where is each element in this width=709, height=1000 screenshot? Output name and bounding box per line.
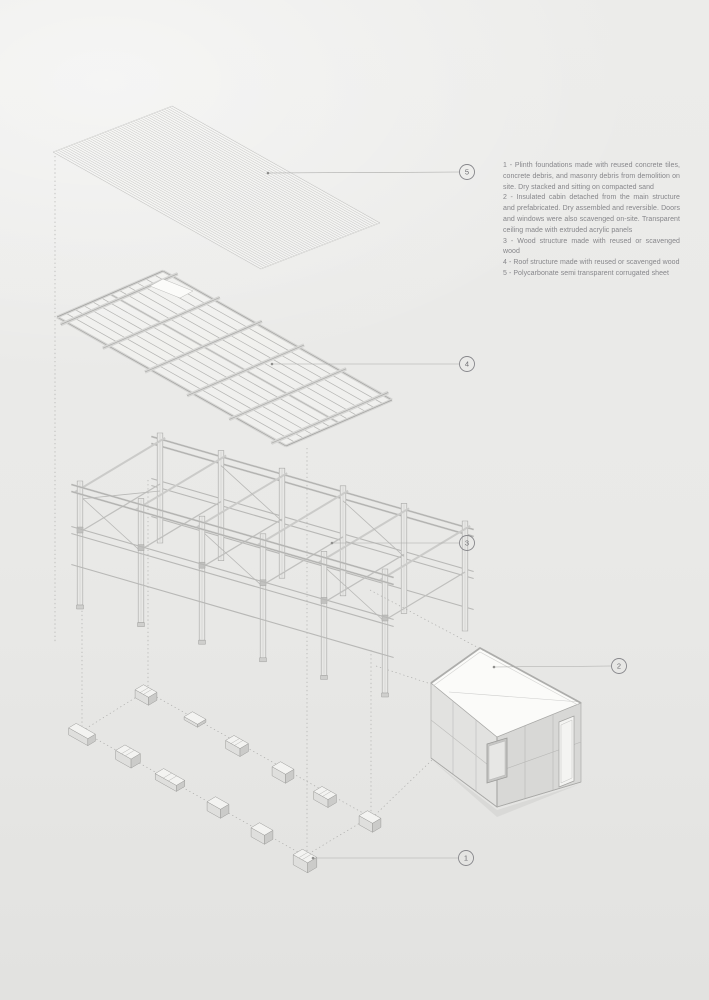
callout-2 xyxy=(612,659,627,674)
roof-structure-layer xyxy=(57,271,392,446)
legend-text-block xyxy=(503,161,680,280)
callout-number: 1 xyxy=(463,853,469,863)
legend-item-2: 2 - Insulated cabin detached from the main structure and prefabricated. Dry assembled and reversible. Doors and windows were also scavenged on-site. Transparent ceiling made with extruded acrylic panels xyxy=(503,194,680,234)
legend-item-3: 3 - Wood structure made with reused or scavenged wood xyxy=(503,237,680,256)
legend-item-1: 1 - Plinth foundations made with reused concrete tiles, concrete debris, and masonry debris from demolition on site. Dry stacked and sitting on compacted sand xyxy=(503,162,680,191)
callout-number: 2 xyxy=(616,661,622,671)
foundations-layer xyxy=(69,685,381,873)
leader-dot-4 xyxy=(271,363,274,366)
leader-dot-1 xyxy=(312,857,315,860)
wood-structure-layer xyxy=(71,433,473,697)
legend-item-5: 5 - Polycarbonate semi transparent corrugated sheet xyxy=(503,269,669,277)
leader-line-5 xyxy=(268,172,459,173)
cabin-window-glass xyxy=(489,741,505,780)
leader-dot-3 xyxy=(331,542,334,545)
callout-4 xyxy=(460,357,475,372)
callout-1 xyxy=(459,851,474,866)
leader-dot-2 xyxy=(493,666,496,669)
leader-dot-5 xyxy=(267,172,270,175)
corrugated-sheet-layer xyxy=(53,106,380,269)
callout-number: 4 xyxy=(464,359,470,369)
callout-number: 3 xyxy=(464,538,470,548)
callout-number: 5 xyxy=(464,167,470,177)
callout-5 xyxy=(460,165,475,180)
insulated-cabin xyxy=(431,648,581,817)
legend-item-4: 4 - Roof structure made with reused or scavenged wood xyxy=(503,259,680,267)
